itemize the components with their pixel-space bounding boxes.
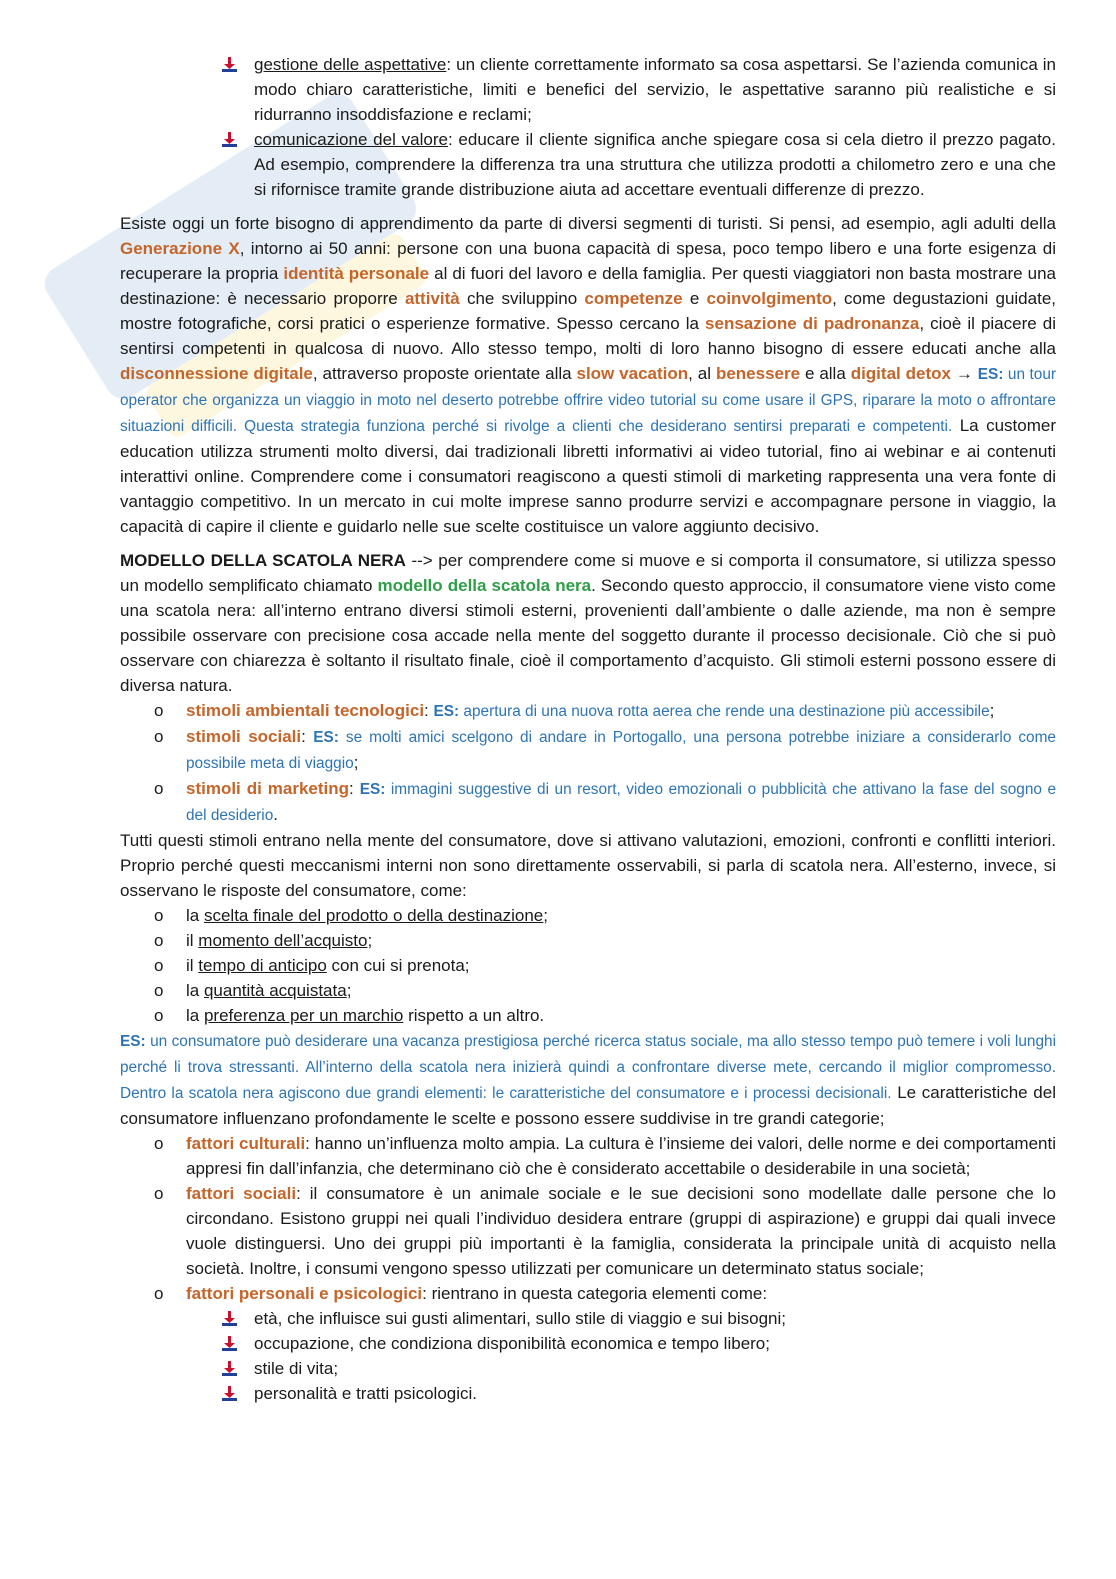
list-item: età, che influisce sui gusti alimentari, sullo stile di viaggio e sui bisogni; xyxy=(254,1306,1056,1331)
factors-list xyxy=(120,1131,1056,1306)
document-page xyxy=(120,52,1056,1406)
responses-list xyxy=(120,903,1056,1028)
personal-factors-list xyxy=(120,1306,1056,1406)
list-item: o fattori culturali: hanno un’influenza molto ampia. La cultura è l’insieme dei valori, delle norme e dei comportamenti appresi fin dall’infanzia, che determinano ciò che è considerato accettabile o desiderabile in una società; xyxy=(186,1131,1056,1181)
arrow-bullet-icon xyxy=(222,1311,237,1326)
list-item: o fattori sociali: il consumatore è un animale sociale e le sue decisioni sono modellate dalle persone che lo circondano. Esistono gruppi nei quali l’individuo desidera entrare (gruppi di aspirazione) e gruppi dai quali invece vuole distinguersi. Uno dei gruppi più importanti è la famiglia, considerata la principale unità di acquisto nella società. Inoltre, i consumi vengono spesso utilizzati per comunicare un determinato status sociale; xyxy=(186,1181,1056,1281)
intro-list xyxy=(120,52,1056,202)
arrow-bullet-icon xyxy=(222,1336,237,1351)
list-item: o il momento dell’acquisto; xyxy=(186,928,1056,953)
list-item: o il tempo di anticipo con cui si prenota; xyxy=(186,953,1056,978)
list-item: occupazione, che condiziona disponibilità economica e tempo libero; xyxy=(254,1331,1056,1356)
paragraph-learning: Esiste oggi un forte bisogno di apprendimento da parte di diversi segmenti di turisti. Si pensi, ad esempio, agli adulti della Generazione X, intorno ai 50 anni: persone con una buona capacità di spesa, poco tempo libero e una forte esigenza di recuperare la propria identità personale al di fuori del lavoro e della famiglia. Per questi viaggiatori non basta mostrare una destinazione: è necessario proporre attività che sviluppino competenze e coinvolgimento, come degustazioni guidate, mostre fotografiche, corsi pratici o esperienze formative. Spesso cercano la sensazione di padronanza, cioè il piacere di sentirsi competenti in qualcosa di nuovo. Allo stesso tempo, molti di loro hanno bisogno di essere educati anche alla disconnessione digitale, attraverso proposte orientate alla slow vacation, al benessere e alla digital detox → ES: un tour operator che organizza un viaggio in moto nel deserto potrebbe offrire video tutorial su come usare il GPS, riparare la moto o affrontare situazioni difficili. Questa strategia funziona perché si rivolge a clienti che desiderano sentirsi preparati e competenti. La customer education utilizza strumenti molto diversi, dai tradizionali libretti informativi ai video tutorial, fino ai webinar e ai contenuti interattivi online. Comprendere come i consumatori reagiscono a questi stimoli di marketing rappresenta una vera fonte di vantaggio competitivo. In un mercato in cui molte imprese sanno produrre servizi e accompagnare persone in viaggio, la capacità di capire il cliente e guidarlo nelle sue scelte costituisce un valore aggiunto decisivo. xyxy=(120,214,1057,536)
paragraph-black-box: MODELLO DELLA SCATOLA NERA --> per comprendere come si muove e si comporta il consumatore, si utilizza spesso un modello semplificato chiamato modello della scatola nera. Secondo questo approccio, il consumatore viene visto come una scatola nera: all’interno entrano diversi stimoli esterni, provenienti dall’ambiente o dalle aziende, ma non è sempre possibile osservare con precisione cosa accade nella mente del soggetto durante il processo decisionale. Ciò che si può osservare con chiarezza è soltanto il risultato finale, cioè il comportamento d’acquisto. Gli stimoli esterni possono essere di diversa natura. xyxy=(120,551,1056,695)
arrow-bullet-icon xyxy=(222,132,237,147)
arrow-bullet-icon xyxy=(222,1386,237,1401)
paragraph-example: ES: un consumatore può desiderare una vacanza prestigiosa perché ricerca status sociale, ma allo stesso tempo può temere i voli lunghi perché li trova stressanti. All’interno della scatola nera inizierà quindi a confrontare diverse mete, cercando il miglior compromesso. Dentro la scatola nera agiscono due grandi elementi: le caratteristiche del consumatore e i processi decisionali. Le caratteristiche del consumatore influenzano profondamente le scelte e possono essere suddivise in tre grandi categorie; xyxy=(120,1033,1056,1128)
list-item: o la preferenza per un marchio rispetto a un altro. xyxy=(186,1003,1056,1028)
list-item: o la scelta finale del prodotto o della destinazione; xyxy=(186,903,1056,928)
section-heading: MODELLO DELLA SCATOLA NERA xyxy=(120,551,406,570)
list-item: stile di vita; xyxy=(254,1356,1056,1381)
list-item: gestione delle aspettative: un cliente correttamente informato sa cosa aspettarsi. Se l’azienda comunica in modo chiaro caratteristiche, limiti e benefici del servizio, le aspettative saranno più realistiche e si ridurranno insoddisfazione e reclami; xyxy=(254,52,1056,127)
arrow-bullet-icon xyxy=(222,1361,237,1376)
list-term: comunicazione del valore xyxy=(254,130,448,149)
list-item: o stimoli sociali: ES: se molti amici scelgono di andare in Portogallo, una persona potrebbe iniziare a considerarlo come possibile meta di viaggio; xyxy=(186,724,1056,776)
list-item: o stimoli ambientali tecnologici: ES: apertura di una nuova rotta aerea che rende una destinazione più accessibile; xyxy=(186,698,1056,724)
list-term: gestione delle aspettative xyxy=(254,55,447,74)
list-item: o stimoli di marketing: ES: immagini suggestive di un resort, video emozionali o pubblicità che attivano la fase del sogno e del desiderio. xyxy=(186,776,1056,828)
arrow-bullet-icon xyxy=(222,57,237,72)
arrow-right-icon: → xyxy=(950,364,978,383)
list-item: personalità e tratti psicologici. xyxy=(254,1381,1056,1406)
list-item: o la quantità acquistata; xyxy=(186,978,1056,1003)
list-item: o fattori personali e psicologici: rientrano in questa categoria elementi come: xyxy=(186,1281,1056,1306)
paragraph-responses: Tutti questi stimoli entrano nella mente del consumatore, dove si attivano valutazioni, emozioni, confronti e conflitti interiori. Proprio perché questi meccanismi interni non sono direttamente osservabili, si parla di scatola nera. All’esterno, invece, si osservano le risposte del consumatore, come: xyxy=(120,831,1056,900)
list-item: comunicazione del valore: educare il cliente significa anche spiegare cosa si cela dietro il prezzo pagato. Ad esempio, comprendere la differenza tra una struttura che utilizza prodotti a chilometro zero e una che si rifornisce tramite grande distribuzione aiuta ad accettare eventuali differenze di prezzo. xyxy=(254,127,1056,202)
stimuli-list xyxy=(120,698,1056,828)
